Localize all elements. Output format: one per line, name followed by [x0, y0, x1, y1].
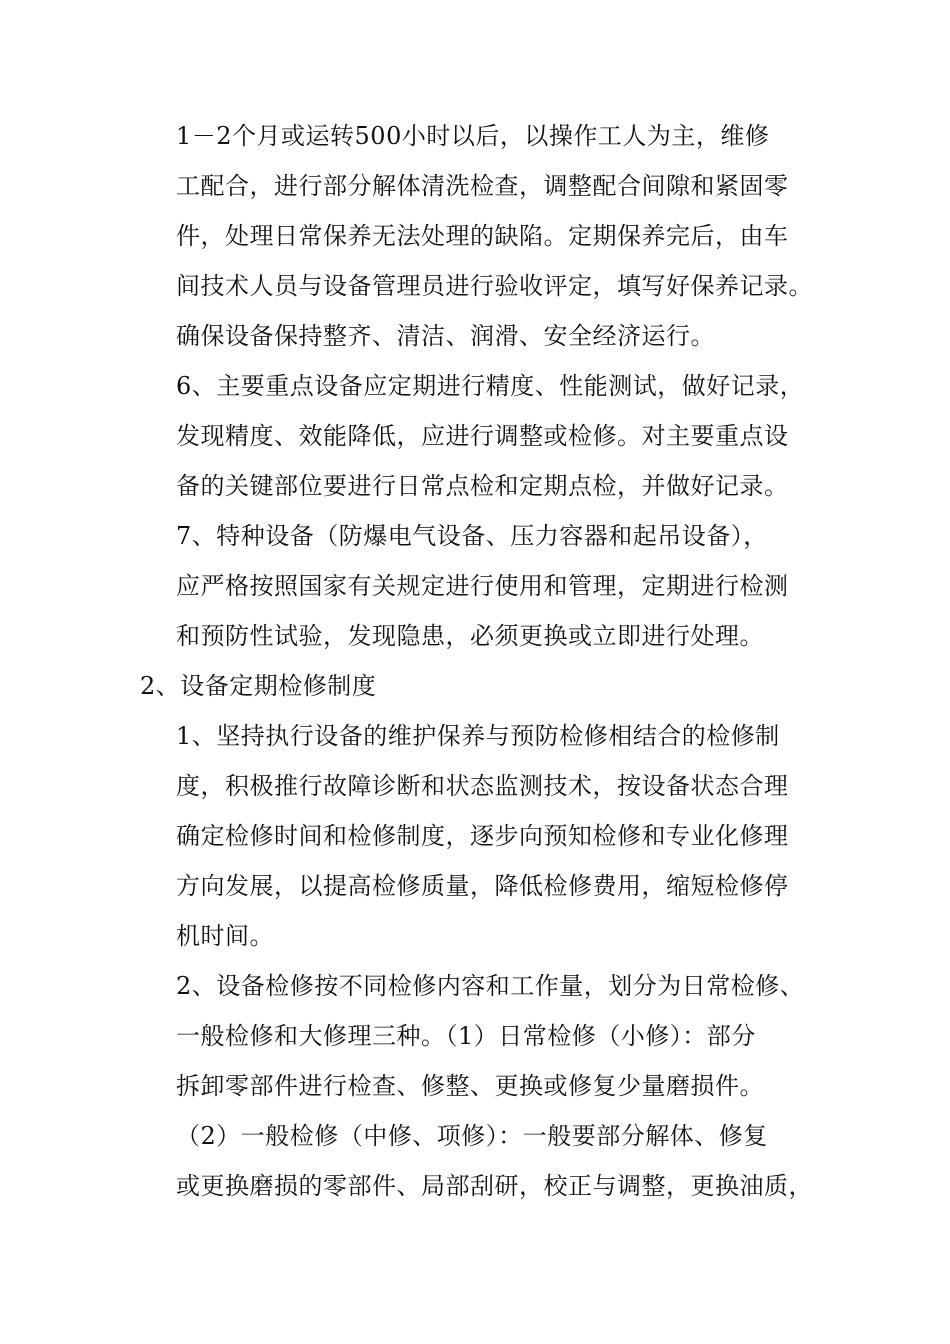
text-line-4: 间技术人员与设备管理员进行验收评定，填写好保养记录。: [176, 272, 813, 300]
text-line-21: （2）一般检修（中修、项修）：一般要部分解体、修复: [176, 1122, 768, 1150]
text-line-6: 6、主要重点设备应定期进行精度、性能测试，做好记录，: [176, 372, 805, 400]
text-line-3: 件，处理日常保养无法处理的缺陷。定期保养完后，由车: [176, 222, 789, 250]
text-line-8: 备的关键部位要进行日常点检和定期点检，并做好记录。: [176, 472, 789, 500]
text-line-2: 工配合，进行部分解体清洗检查，调整配合间隙和紧固零: [176, 172, 789, 200]
text-line-15: 确定检修时间和检修制度，逐步向预知检修和专业化修理: [176, 822, 789, 850]
text-line-5: 确保设备保持整齐、清洁、润滑、安全经济运行。: [176, 322, 715, 350]
text-line-22: 或更换磨损的零部件、局部刮研，校正与调整，更换油质，: [176, 1172, 813, 1200]
text-line-19: 一般检修和大修理三种。（1）日常检修（小修）：部分: [176, 1022, 756, 1050]
text-line-13: 1、坚持执行设备的维护保养与预防检修相结合的检修制: [176, 722, 780, 750]
text-line-7: 发现精度、效能降低，应进行调整或检修。对主要重点设: [176, 422, 789, 450]
section-heading: 2、设备定期检修制度: [140, 672, 377, 700]
text-line-17: 机时间。: [176, 922, 274, 950]
text-line-1: 1－2个月或运转500小时以后，以操作工人为主，维修: [176, 122, 770, 150]
text-line-14: 度，积极推行故障诊断和状态监测技术，按设备状态合理: [176, 772, 789, 800]
text-line-18: 2、设备检修按不同检修内容和工作量，划分为日常检修、: [176, 972, 805, 1000]
text-line-9: 7、特种设备（防爆电气设备、压力容器和起吊设备），: [176, 522, 768, 550]
text-line-20: 拆卸零部件进行检查、修整、更换或修复少量磨损件。: [176, 1072, 764, 1100]
text-line-10: 应严格按照国家有关规定进行使用和管理，定期进行检测: [176, 572, 789, 600]
text-line-16: 方向发展，以提高检修质量，降低检修费用，缩短检修停: [176, 872, 789, 900]
text-line-11: 和预防性试验，发现隐患，必须更换或立即进行处理。: [176, 622, 764, 650]
